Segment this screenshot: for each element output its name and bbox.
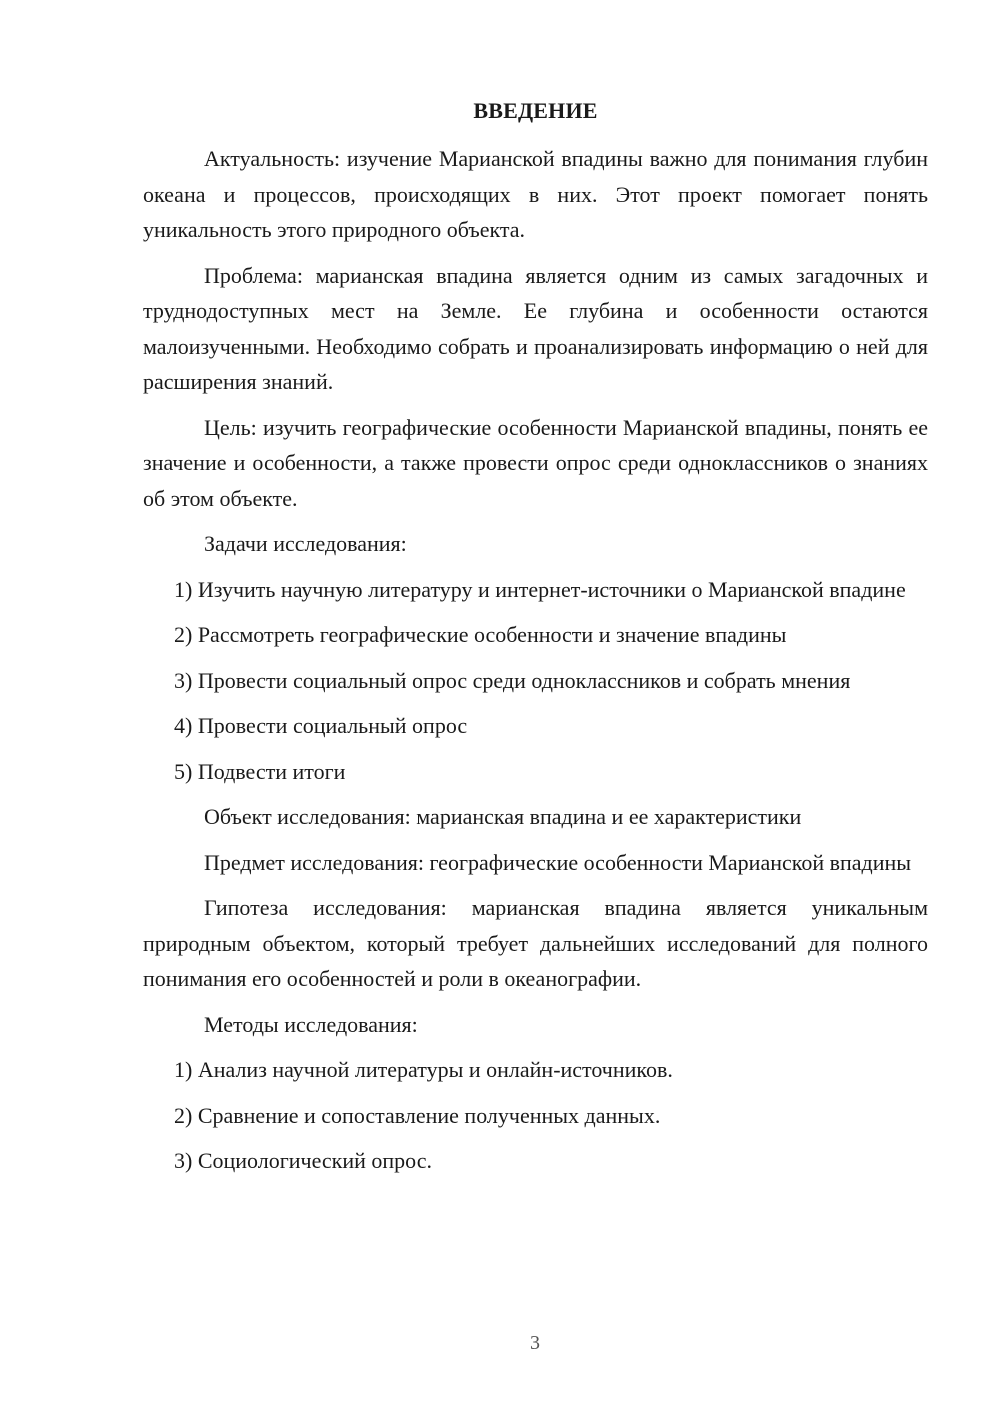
document-page: [143, 94, 928, 1189]
subject-paragraph: Предмет исследования: географические особенности Марианской впадины: [204, 849, 912, 875]
tasks-title: Задачи исследования:: [204, 531, 407, 556]
method-item: 2) Сравнение и сопоставление полученных данных.: [174, 1102, 661, 1128]
page-number: 3: [530, 1332, 540, 1354]
problem-paragraph: Проблема: марианская впадина является одним из самых загадочных и труднодоступных мест на Земле. Ее глубина и особенности остаются малоизученными. Необходимо собрать и проанализировать информацию о ней для расширения знаний.: [143, 262, 928, 394]
method-item: 3) Социологический опрос.: [174, 1148, 432, 1173]
hypothesis-paragraph: Гипотеза исследования: марианская впадина является уникальным природным объектом, который требует дальнейших исследований для полного понимания его особенностей и роли в океанографии.: [143, 895, 928, 991]
object-paragraph: Объект исследования: марианская впадина и ее характеристики: [204, 804, 802, 829]
task-item: 4) Провести социальный опрос: [174, 713, 468, 738]
task-item: 2) Рассмотреть географические особенности и значение впадины: [174, 622, 787, 647]
methods-title: Методы исследования:: [204, 1011, 418, 1037]
section-heading: ВВЕДЕНИЕ: [473, 98, 598, 123]
task-item: 3) Провести социальный опрос среди одноклассников и собрать мнения: [174, 667, 851, 693]
task-item: 1) Изучить научную литературу и интернет-источники о Марианской впадине: [174, 576, 906, 602]
method-item: 1) Анализ научной литературы и онлайн-источников.: [174, 1057, 673, 1082]
task-item: 5) Подвести итоги: [174, 758, 346, 784]
goal-paragraph: Цель: изучить географические особенности Марианской впадины, понять ее значение и особенности, а также провести опрос среди одноклассников о знаниях об этом объекте.: [143, 414, 928, 511]
relevance-paragraph: Актуальность: изучение Марианской впадины важно для понимания глубин океана и процессов, происходящих в них. Этот проект помогает понять уникальность этого природного объекта.: [143, 146, 928, 242]
